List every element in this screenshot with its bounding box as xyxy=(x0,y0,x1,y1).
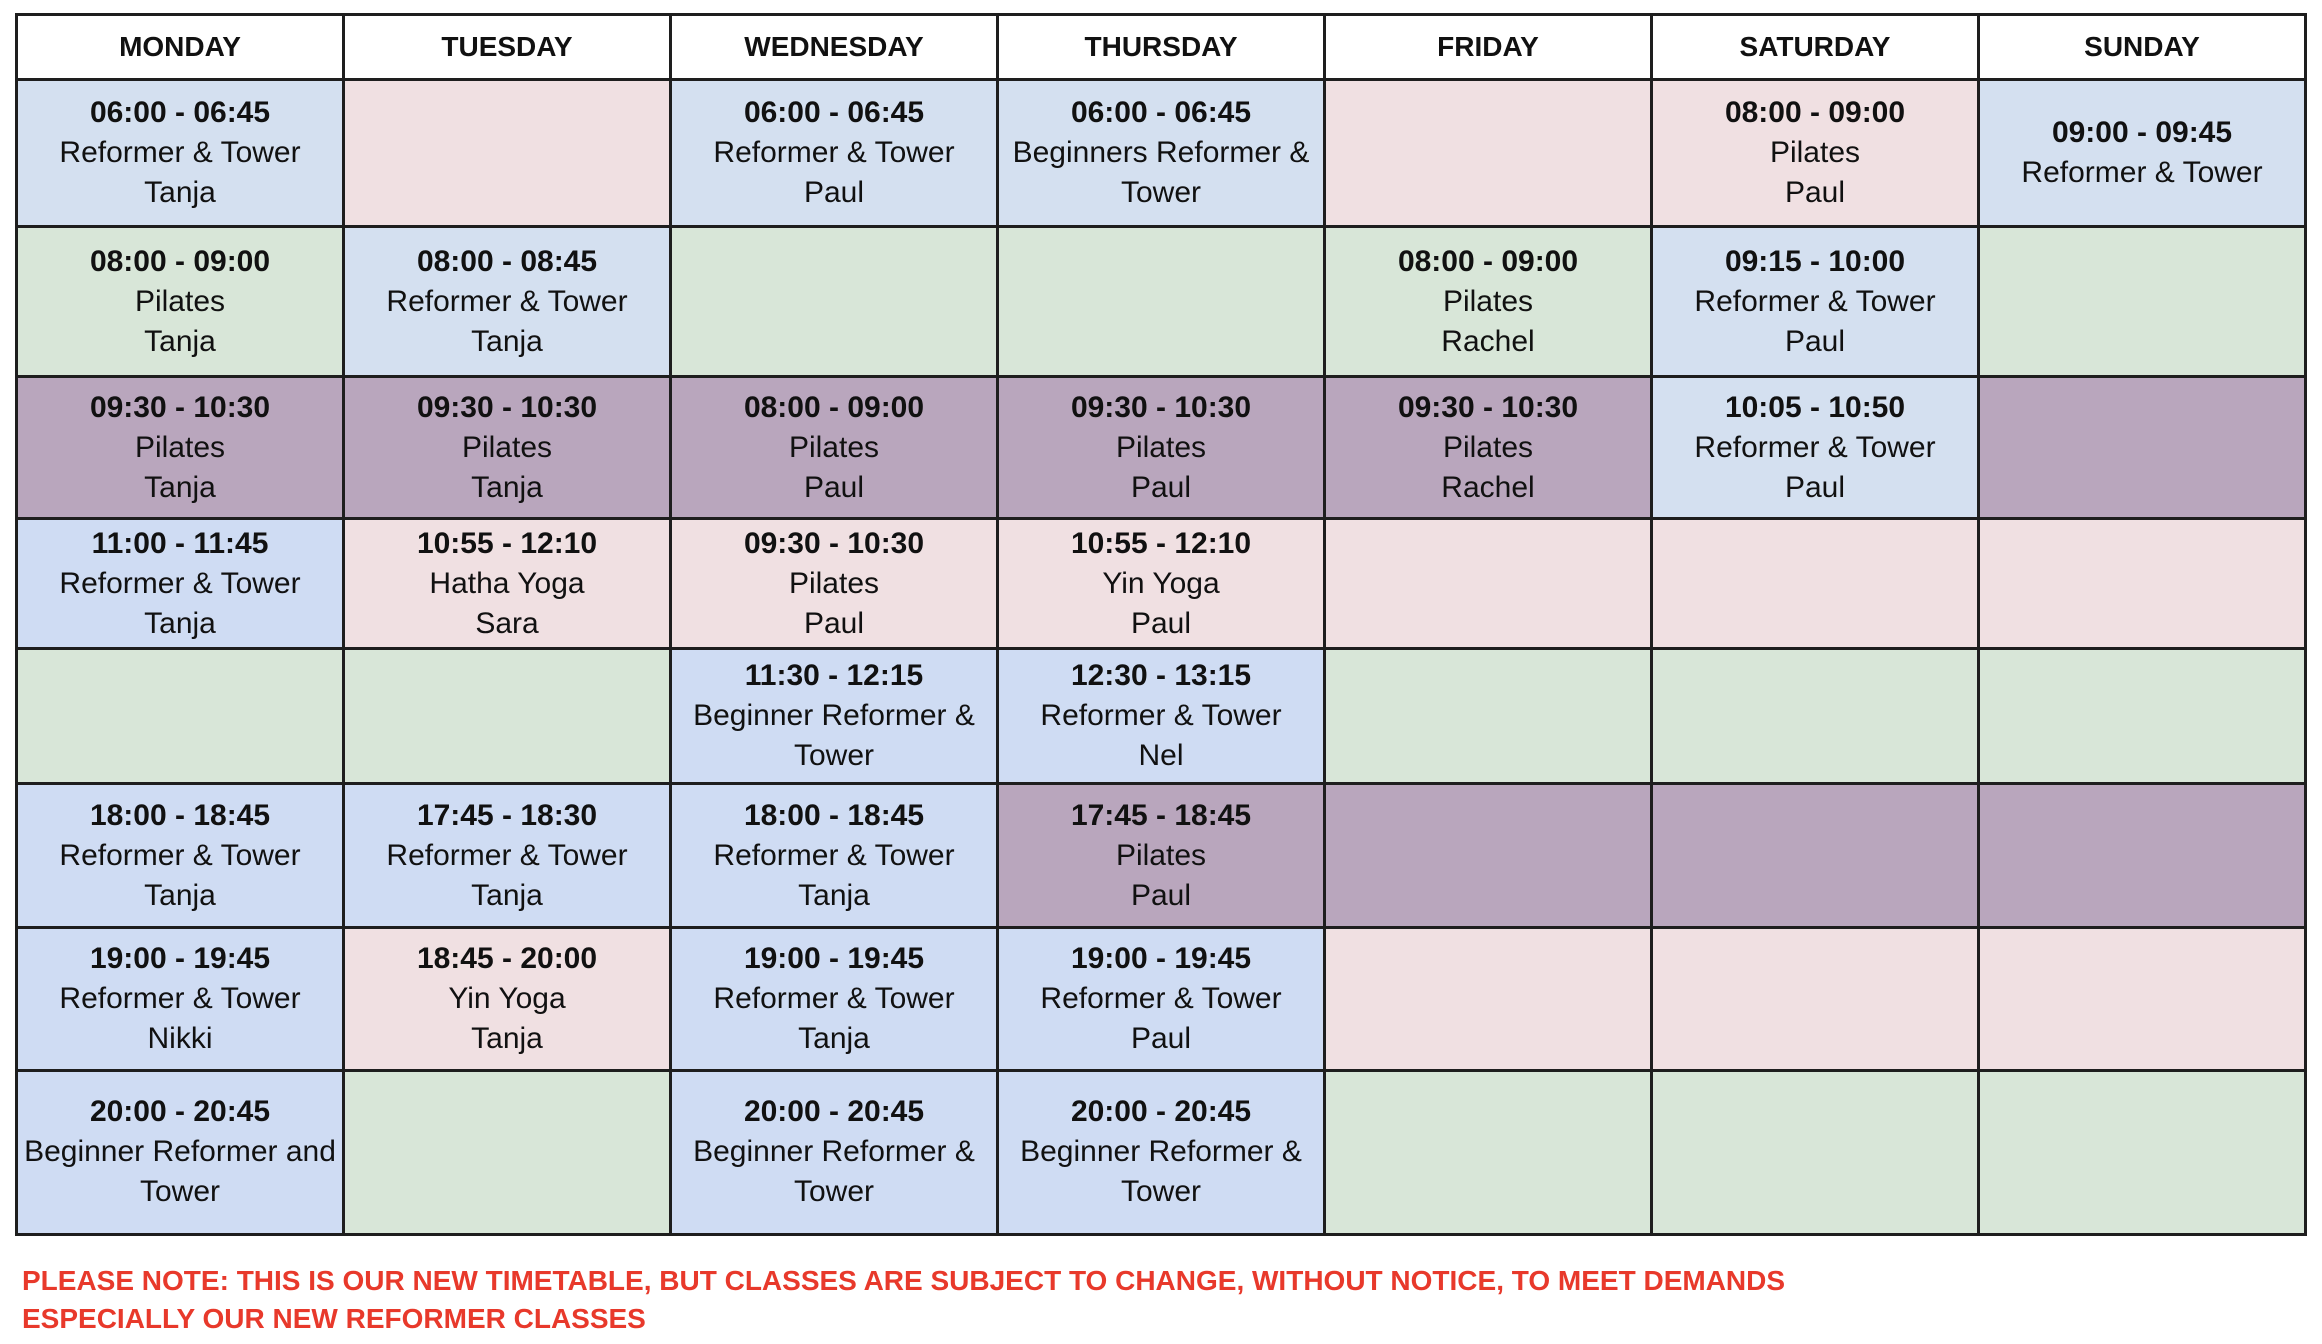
class-slot-tuesday xyxy=(344,519,671,649)
empty-slot-saturday xyxy=(1652,519,1979,649)
class-name: Yin Yoga xyxy=(1102,566,1220,600)
class-name: Beginners Reformer & xyxy=(1012,136,1310,170)
class-detail: Paul xyxy=(1130,470,1192,504)
class-detail: Tanja xyxy=(144,878,216,912)
class-time: 08:00 - 08:45 xyxy=(416,244,598,278)
class-name: Reformer & Tower xyxy=(59,981,301,1015)
empty-slot-friday xyxy=(1325,1070,1652,1234)
class-name: Beginner Reformer & xyxy=(693,699,975,733)
class-name: Reformer & Tower xyxy=(1040,699,1282,733)
class-time: 12:30 - 13:15 xyxy=(1070,659,1252,693)
class-detail: Paul xyxy=(803,470,865,504)
class-time: 20:00 - 20:45 xyxy=(89,1095,271,1129)
empty-slot-sunday xyxy=(1979,377,2306,519)
class-detail: Sara xyxy=(475,606,539,640)
class-time: 09:30 - 10:30 xyxy=(89,390,271,424)
class-slot-tuesday xyxy=(344,227,671,377)
class-detail: Paul xyxy=(1130,606,1192,640)
empty-slot-tuesday xyxy=(344,1070,671,1234)
class-slot-monday xyxy=(17,227,344,377)
class-time: 06:00 - 06:45 xyxy=(89,96,271,130)
class-detail: Nikki xyxy=(147,1021,213,1055)
class-slot-saturday xyxy=(1652,377,1979,519)
class-time: 11:30 - 12:15 xyxy=(744,659,924,693)
empty-slot-sunday xyxy=(1979,1070,2306,1234)
class-name: Pilates xyxy=(1442,430,1534,464)
class-name: Reformer & Tower xyxy=(1694,430,1936,464)
class-time: 19:00 - 19:45 xyxy=(1070,941,1252,975)
class-slot-saturday xyxy=(1652,227,1979,377)
class-slot-wednesday xyxy=(671,928,998,1070)
class-slot-friday xyxy=(1325,227,1652,377)
class-slot-thursday xyxy=(998,784,1325,928)
timetable-note: PLEASE NOTE: THIS IS OUR NEW TIMETABLE, BUT CLASSES ARE SUBJECT TO CHANGE, WITHOUT NOTICE, TO MEET DEMANDS ESPECIALLY OUR NEW REFORMER CLASSES xyxy=(22,1265,1786,1334)
empty-slot-monday xyxy=(17,649,344,784)
day-header-sunday: SUNDAY xyxy=(1979,15,2306,80)
class-time: 09:30 - 10:30 xyxy=(1070,390,1252,424)
class-slot-thursday xyxy=(998,1070,1325,1234)
timetable-row xyxy=(17,80,2306,227)
class-slot-wednesday xyxy=(671,80,998,227)
class-name: Yin Yoga xyxy=(448,981,566,1015)
class-detail: Tanja xyxy=(471,324,543,358)
class-time: 17:45 - 18:30 xyxy=(416,798,598,832)
class-time: 10:05 - 10:50 xyxy=(1724,390,1906,424)
empty-slot-friday xyxy=(1325,928,1652,1070)
empty-slot-friday xyxy=(1325,784,1652,928)
class-slot-saturday xyxy=(1652,80,1979,227)
empty-slot-friday xyxy=(1325,80,1652,227)
day-header-thursday: THURSDAY xyxy=(998,15,1325,80)
class-name: Pilates xyxy=(461,430,553,464)
class-detail: Paul xyxy=(803,606,865,640)
timetable-row xyxy=(17,227,2306,377)
empty-slot-saturday xyxy=(1652,1070,1979,1234)
class-slot-thursday xyxy=(998,649,1325,784)
class-time: 08:00 - 09:00 xyxy=(89,244,271,278)
class-detail: Tower xyxy=(1120,176,1202,210)
class-slot-thursday xyxy=(998,377,1325,519)
class-slot-tuesday xyxy=(344,784,671,928)
empty-slot-thursday xyxy=(998,227,1325,377)
day-header-wednesday: WEDNESDAY xyxy=(671,15,998,80)
class-name: Pilates xyxy=(1115,838,1207,872)
class-slot-monday xyxy=(17,519,344,649)
class-detail: Tanja xyxy=(798,1021,870,1055)
timetable xyxy=(15,13,2307,1236)
class-name: Beginner Reformer & xyxy=(1020,1135,1302,1169)
empty-slot-tuesday xyxy=(344,649,671,784)
class-time: 09:30 - 10:30 xyxy=(416,390,598,424)
class-detail: Nel xyxy=(1138,739,1184,773)
class-name: Reformer & Tower xyxy=(59,566,301,600)
timetable-row xyxy=(17,377,2306,519)
class-detail: Rachel xyxy=(1441,470,1535,504)
class-time: 09:30 - 10:30 xyxy=(1397,390,1579,424)
class-slot-thursday xyxy=(998,928,1325,1070)
class-detail: Tower xyxy=(139,1175,221,1209)
empty-slot-saturday xyxy=(1652,928,1979,1070)
class-name: Pilates xyxy=(788,566,880,600)
empty-slot-sunday xyxy=(1979,519,2306,649)
class-slot-wednesday xyxy=(671,1070,998,1234)
class-slot-monday xyxy=(17,1070,344,1234)
empty-slot-sunday xyxy=(1979,784,2306,928)
class-slot-friday xyxy=(1325,377,1652,519)
class-time: 19:00 - 19:45 xyxy=(743,941,925,975)
class-slot-tuesday xyxy=(344,377,671,519)
class-slot-monday xyxy=(17,80,344,227)
class-time: 10:55 - 12:10 xyxy=(416,526,598,560)
class-name: Reformer & Tower xyxy=(1694,284,1936,318)
class-name: Reformer & Tower xyxy=(713,136,955,170)
class-slot-monday xyxy=(17,784,344,928)
class-detail: Tanja xyxy=(471,1021,543,1055)
class-name: Reformer & Tower xyxy=(386,838,628,872)
class-detail: Tanja xyxy=(471,878,543,912)
class-detail: Tower xyxy=(1120,1175,1202,1209)
class-time: 19:00 - 19:45 xyxy=(89,941,271,975)
empty-slot-sunday xyxy=(1979,928,2306,1070)
empty-slot-sunday xyxy=(1979,227,2306,377)
class-detail: Tower xyxy=(793,739,875,773)
class-time: 18:00 - 18:45 xyxy=(89,798,271,832)
day-header-monday: MONDAY xyxy=(17,15,344,80)
timetable-body xyxy=(17,80,2306,1235)
class-time: 09:30 - 10:30 xyxy=(743,526,925,560)
class-name: Pilates xyxy=(134,430,226,464)
class-slot-wednesday xyxy=(671,377,998,519)
class-slot-tuesday xyxy=(344,928,671,1070)
class-name: Beginner Reformer & xyxy=(693,1135,975,1169)
class-time: 08:00 - 09:00 xyxy=(743,390,925,424)
class-slot-monday xyxy=(17,928,344,1070)
class-detail: Paul xyxy=(1784,176,1846,210)
class-time: 06:00 - 06:45 xyxy=(743,96,925,130)
class-detail: Paul xyxy=(1784,324,1846,358)
timetable-row xyxy=(17,1070,2306,1234)
day-header-saturday: SATURDAY xyxy=(1652,15,1979,80)
class-detail: Rachel xyxy=(1441,324,1535,358)
class-detail: Tower xyxy=(793,1175,875,1209)
class-slot-thursday xyxy=(998,80,1325,227)
class-detail: Paul xyxy=(1130,1021,1192,1055)
class-name: Reformer & Tower xyxy=(59,838,301,872)
empty-slot-friday xyxy=(1325,519,1652,649)
class-detail: Paul xyxy=(803,176,865,210)
class-name: Reformer & Tower xyxy=(713,981,955,1015)
class-name: Pilates xyxy=(134,284,226,318)
class-name: Pilates xyxy=(1115,430,1207,464)
class-name: Reformer & Tower xyxy=(1040,981,1282,1015)
empty-slot-friday xyxy=(1325,649,1652,784)
day-header-tuesday: TUESDAY xyxy=(344,15,671,80)
class-time: 20:00 - 20:45 xyxy=(1070,1095,1252,1129)
class-name: Pilates xyxy=(788,430,880,464)
class-time: 09:00 - 09:45 xyxy=(2051,116,2233,150)
class-detail: Tanja xyxy=(471,470,543,504)
class-name: Beginner Reformer and xyxy=(24,1135,336,1169)
day-header-row xyxy=(17,15,2306,80)
class-detail: Paul xyxy=(1130,878,1192,912)
class-detail: Tanja xyxy=(144,470,216,504)
timetable-row xyxy=(17,649,2306,784)
class-time: 20:00 - 20:45 xyxy=(743,1095,925,1129)
class-name: Reformer & Tower xyxy=(713,838,955,872)
class-name: Pilates xyxy=(1769,136,1861,170)
class-slot-wednesday xyxy=(671,519,998,649)
class-time: 11:00 - 11:45 xyxy=(91,526,269,560)
class-time: 18:00 - 18:45 xyxy=(743,798,925,832)
class-name: Reformer & Tower xyxy=(2021,156,2263,190)
timetable-row xyxy=(17,928,2306,1070)
class-name: Reformer & Tower xyxy=(386,284,628,318)
class-time: 08:00 - 09:00 xyxy=(1724,96,1906,130)
timetable-row xyxy=(17,519,2306,649)
day-header-friday: FRIDAY xyxy=(1325,15,1652,80)
class-slot-sunday xyxy=(1979,80,2306,227)
empty-slot-saturday xyxy=(1652,649,1979,784)
class-time: 09:15 - 10:00 xyxy=(1724,244,1906,278)
class-slot-wednesday xyxy=(671,784,998,928)
empty-slot-saturday xyxy=(1652,784,1979,928)
class-time: 06:00 - 06:45 xyxy=(1070,96,1252,130)
empty-slot-tuesday xyxy=(344,80,671,227)
class-detail: Tanja xyxy=(144,606,216,640)
class-time: 17:45 - 18:45 xyxy=(1070,798,1252,832)
class-slot-thursday xyxy=(998,519,1325,649)
class-time: 10:55 - 12:10 xyxy=(1070,526,1252,560)
class-time: 08:00 - 09:00 xyxy=(1397,244,1579,278)
class-name: Hatha Yoga xyxy=(429,566,585,600)
class-detail: Tanja xyxy=(144,324,216,358)
empty-slot-sunday xyxy=(1979,649,2306,784)
class-detail: Tanja xyxy=(144,176,216,210)
empty-slot-wednesday xyxy=(671,227,998,377)
class-slot-wednesday xyxy=(671,649,998,784)
class-detail: Paul xyxy=(1784,470,1846,504)
class-slot-monday xyxy=(17,377,344,519)
timetable-row xyxy=(17,784,2306,928)
class-time: 18:45 - 20:00 xyxy=(416,941,598,975)
class-name: Reformer & Tower xyxy=(59,136,301,170)
class-detail: Tanja xyxy=(798,878,870,912)
class-name: Pilates xyxy=(1442,284,1534,318)
